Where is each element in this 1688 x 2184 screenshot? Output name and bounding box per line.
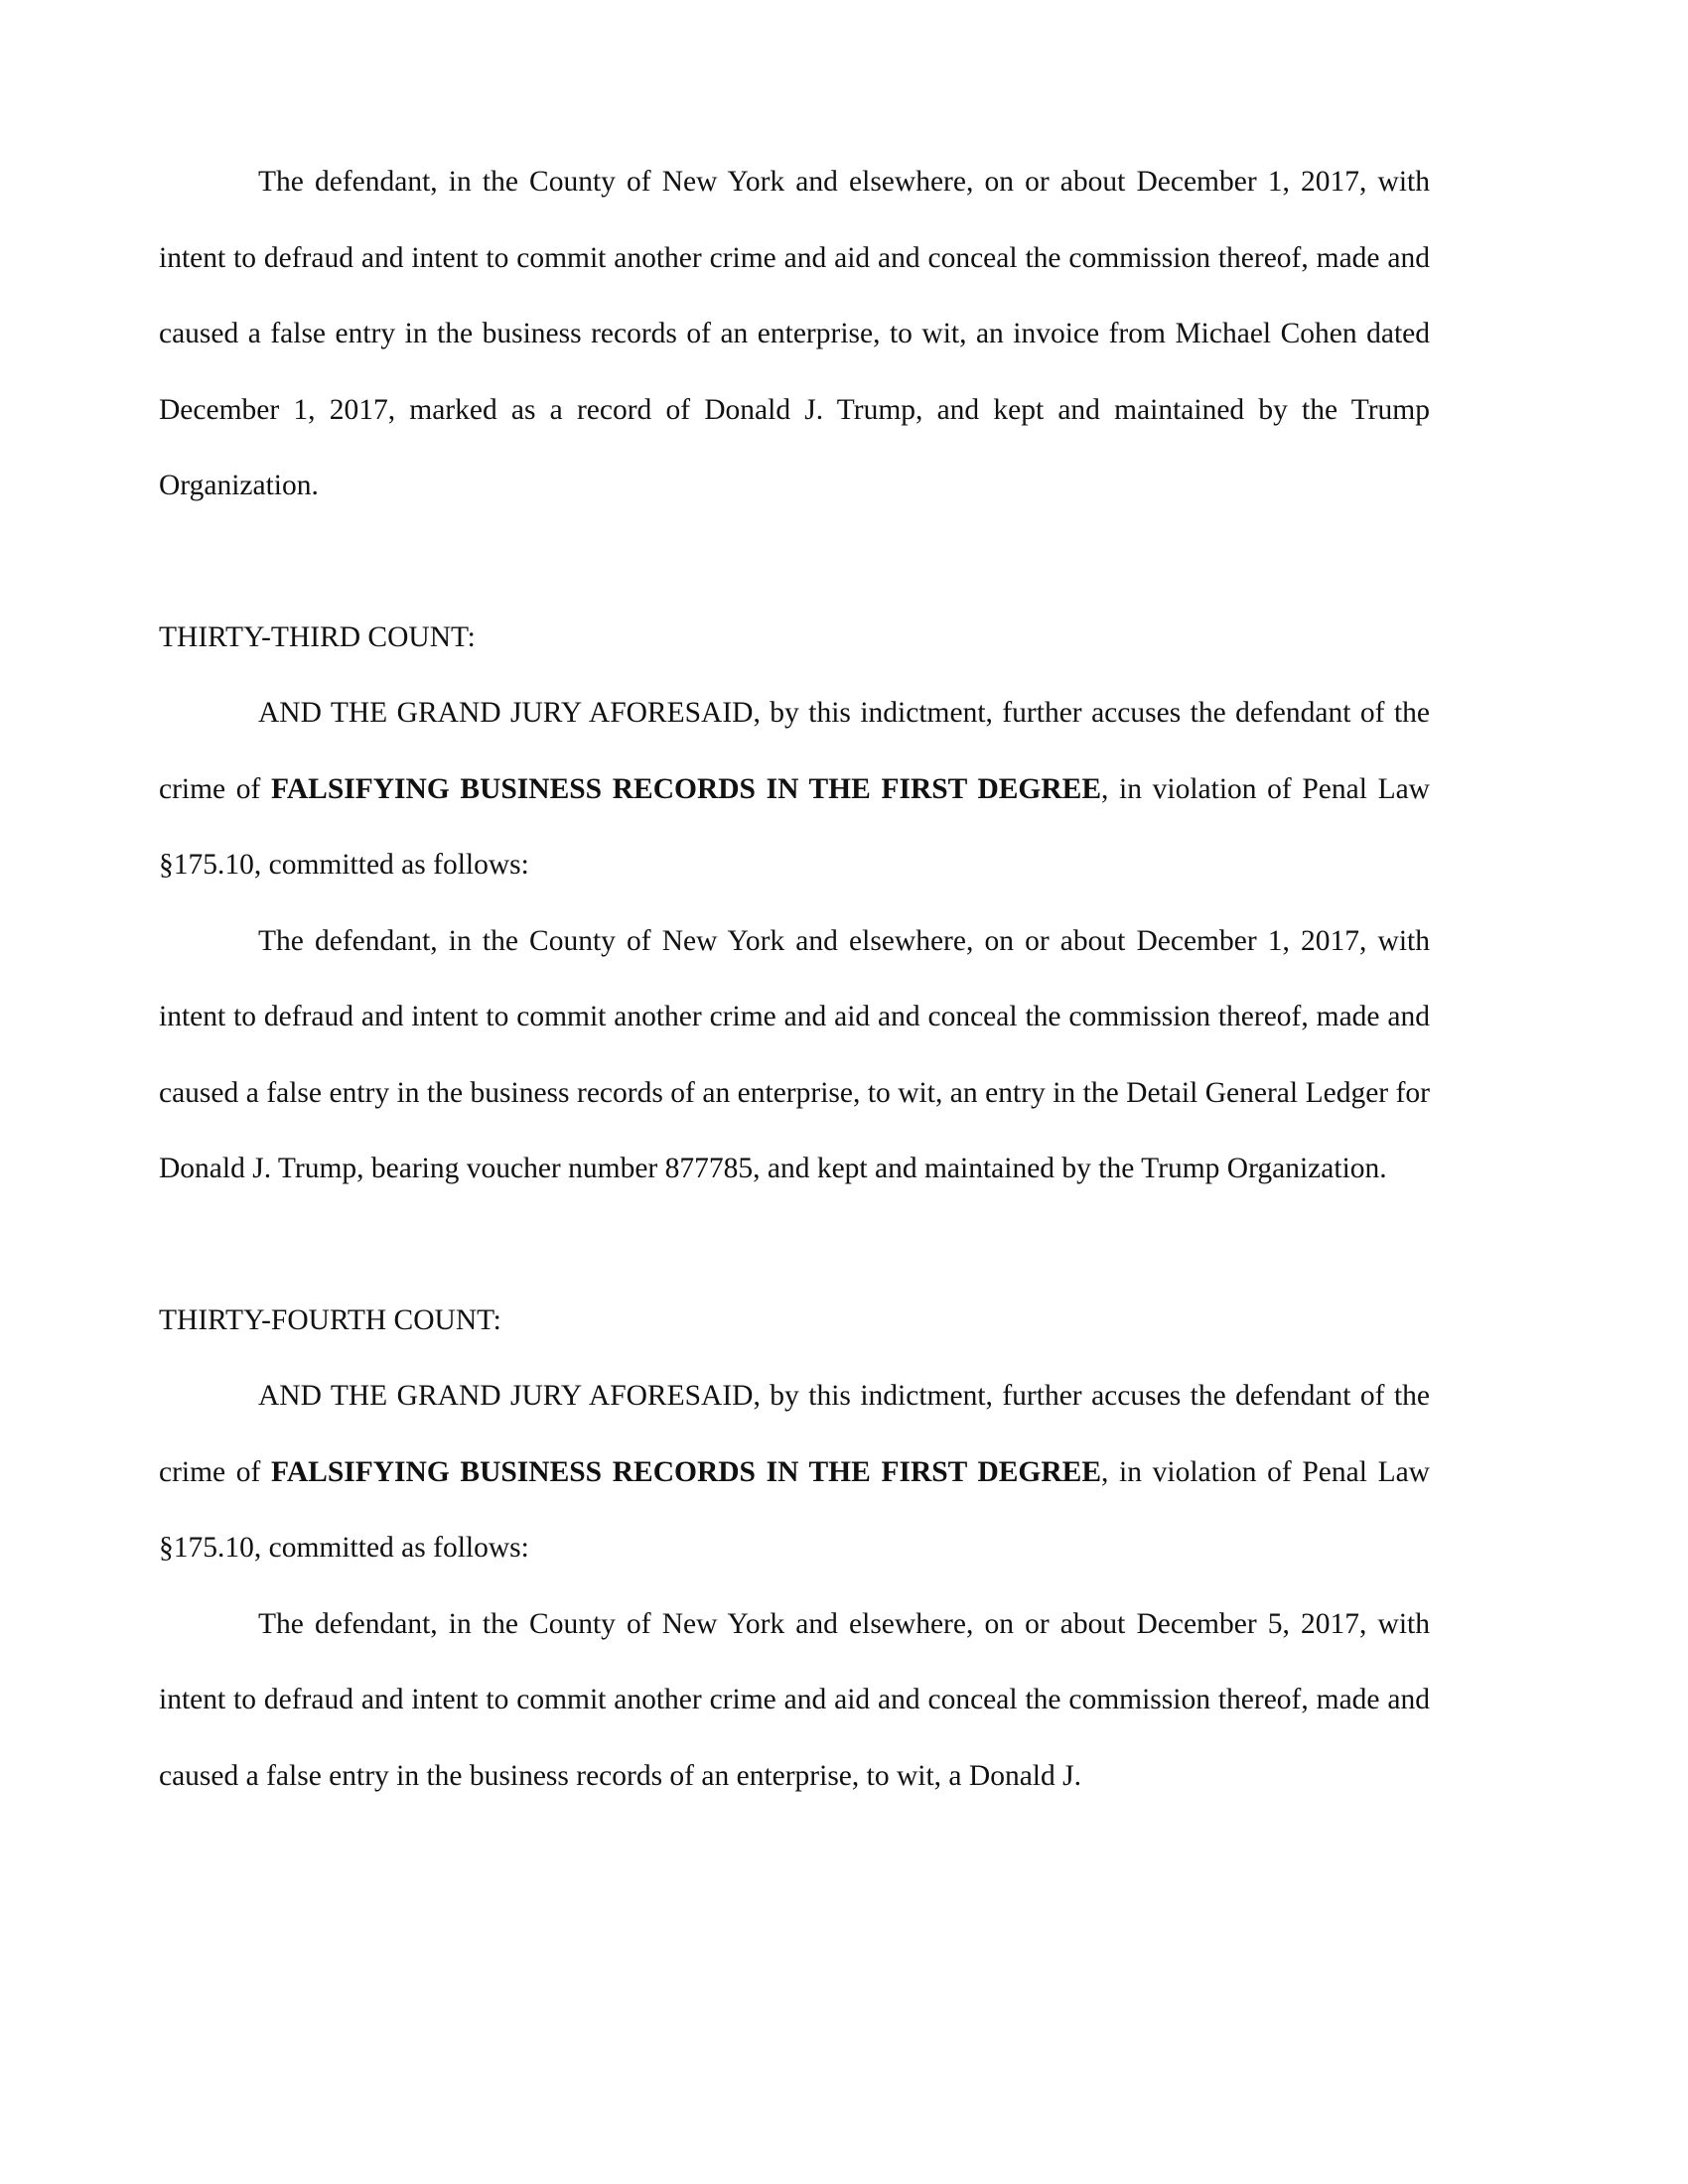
count-heading-thirty-third: THIRTY-THIRD COUNT: [159, 620, 476, 653]
accusation-paragraph-thirty-fourth [159, 1358, 1430, 1586]
opening-paragraph: The defendant, in the County of New York and elsewhere, on or about December 1, 2017, with intent to defraud and intent to commit another crime and aid and conceal the commission thereof, made and caused a false entry in the business records of an enterprise, to wit, an invoice from Michael Cohen dated December 1, 2017, marked as a record of Donald J. Trump, and kept and maintained by the Trump Organization. [159, 166, 1430, 501]
accusation-suffix: , in violation of Penal Law §175.10, committed as follows: [159, 772, 1430, 881]
details-paragraph-thirty-third: The defendant, in the County of New York and elsewhere, on or about December 1, 2017, with intent to defraud and intent to commit another crime and aid and conceal the commission thereof, made and caused a false entry in the business records of an enterprise, to wit, an entry in the Detail General Ledger for Donald J. Trump, bearing voucher number 877785, and kept and maintained by the Trump Organization. [159, 924, 1430, 1184]
accusation-paragraph-thirty-third [159, 675, 1430, 903]
count-heading-thirty-fourth: THIRTY-FOURTH COUNT: [159, 1303, 501, 1336]
accusation-prefix: AND THE GRAND JURY AFORESAID, by this indictment, further accuses the defendant of the crime of [159, 697, 1430, 805]
details-paragraph-thirty-fourth: The defendant, in the County of New York and elsewhere, on or about December 5, 2017, with intent to defraud and intent to commit another crime and aid and conceal the commission thereof, made and caused a false entry in the business records of an enterprise, to wit, a Donald J. [159, 1607, 1430, 1792]
crime-name: FALSIFYING BUSINESS RECORDS IN THE FIRST DEGREE [271, 772, 1102, 805]
accusation-prefix: AND THE GRAND JURY AFORESAID, by this indictment, further accuses the defendant of the crime of [159, 1380, 1430, 1488]
crime-name: FALSIFYING BUSINESS RECORDS IN THE FIRST DEGREE [271, 1455, 1102, 1488]
document-body [159, 144, 1430, 1814]
accusation-suffix: , in violation of Penal Law §175.10, committed as follows: [159, 1455, 1430, 1564]
